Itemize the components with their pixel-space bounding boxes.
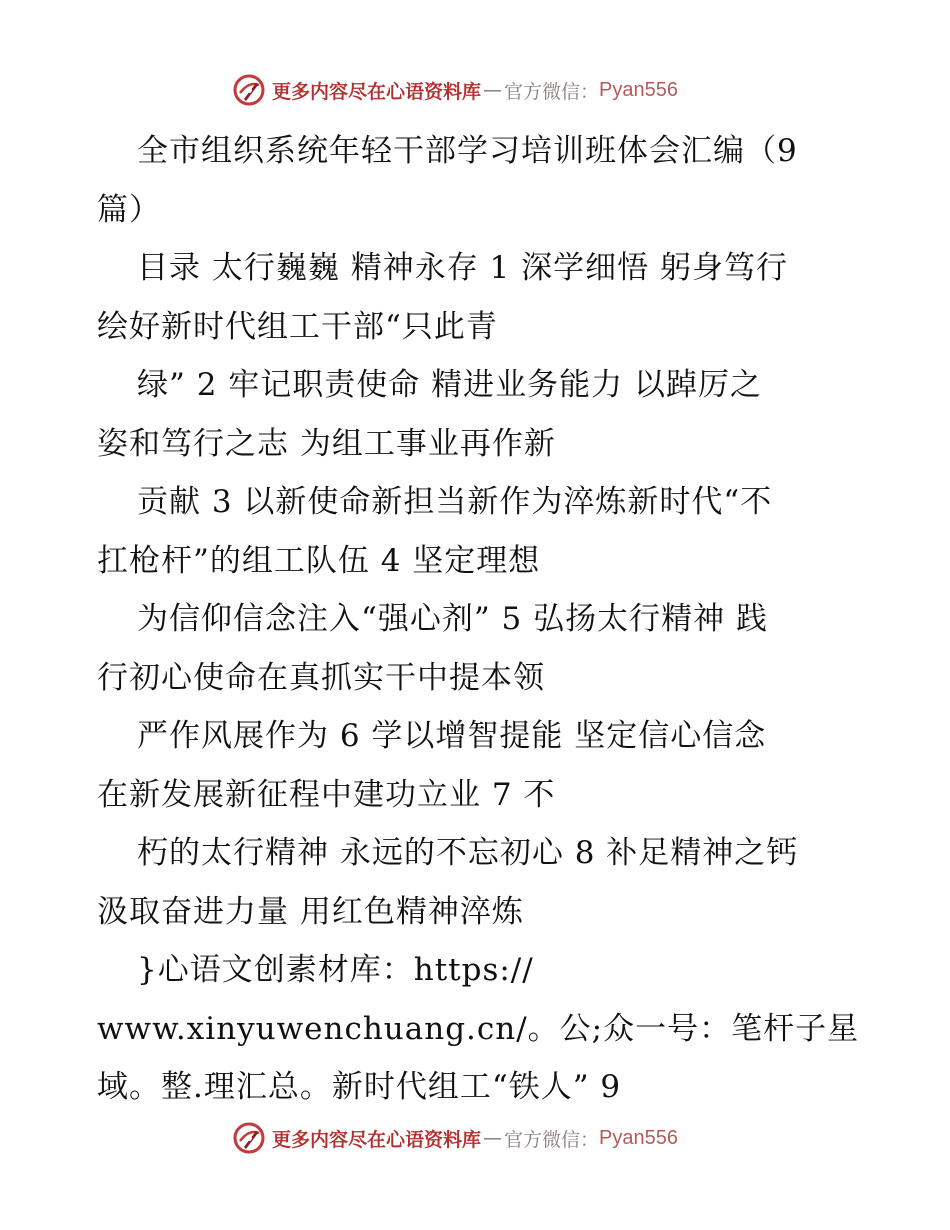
doc-line-3: 目录 太行巍巍 精神永存 1 深学细悟 躬身笃行 xyxy=(137,250,788,286)
doc-line-16: www.xinyuwenchuang.cn/。公;众一号：笔杆子星 xyxy=(97,1010,860,1047)
banner-separator: — xyxy=(483,1127,503,1149)
doc-line-9: 为信仰信念注入“强心剂” 5 弘扬太行精神 践 xyxy=(137,601,768,637)
document-body xyxy=(97,122,860,1117)
banner-wechat-id: Pyan556 xyxy=(599,78,678,101)
banner-separator: — xyxy=(483,79,503,101)
doc-line-6: 姿和笃行之志 为组工事业再作新 xyxy=(97,425,556,462)
doc-line-7: 贡献 3 以新使命新担当新作为淬炼新时代“不 xyxy=(137,484,773,520)
doc-line-1: 全市组织系统年轻干部学习培训班体会汇编（9 xyxy=(137,133,798,169)
pen-swirl-logo-icon xyxy=(232,1121,266,1155)
banner-main-text: 更多内容尽在心语资料库 xyxy=(272,80,482,103)
doc-line-15: }心语文创素材库：https:// xyxy=(137,952,534,988)
doc-line-4: 绘好新时代组工干部“只此青 xyxy=(97,308,498,345)
pen-swirl-logo-icon xyxy=(232,73,266,107)
doc-line-11: 严作风展作为 6 学以增智提能 坚定信心信念 xyxy=(137,718,767,754)
doc-line-8: 扛枪杆”的组工队伍 4 坚定理想 xyxy=(97,542,541,579)
doc-line-10: 行初心使命在真抓实干中提本领 xyxy=(97,659,545,696)
banner-wechat-label: 官方微信： xyxy=(504,1128,600,1151)
doc-line-12: 在新发展新征程中建功立业 7 不 xyxy=(97,776,556,813)
doc-line-14: 汲取奋进力量 用红色精神淬炼 xyxy=(97,893,524,930)
header-banner xyxy=(232,70,752,110)
doc-line-2: 篇） xyxy=(97,191,161,228)
banner-main-text: 更多内容尽在心语资料库 xyxy=(272,1128,482,1151)
banner-wechat-label: 官方微信： xyxy=(504,80,600,103)
banner-wechat-id: Pyan556 xyxy=(599,1126,678,1149)
doc-line-5: 绿” 2 牢记职责使命 精进业务能力 以踔厉之 xyxy=(137,367,762,403)
doc-line-13: 朽的太行精神 永远的不忘初心 8 补足精神之钙 xyxy=(137,835,799,871)
doc-line-17: 域。整.理汇总。新时代组工“铁人” 9 xyxy=(97,1069,622,1105)
footer-banner xyxy=(232,1118,752,1158)
